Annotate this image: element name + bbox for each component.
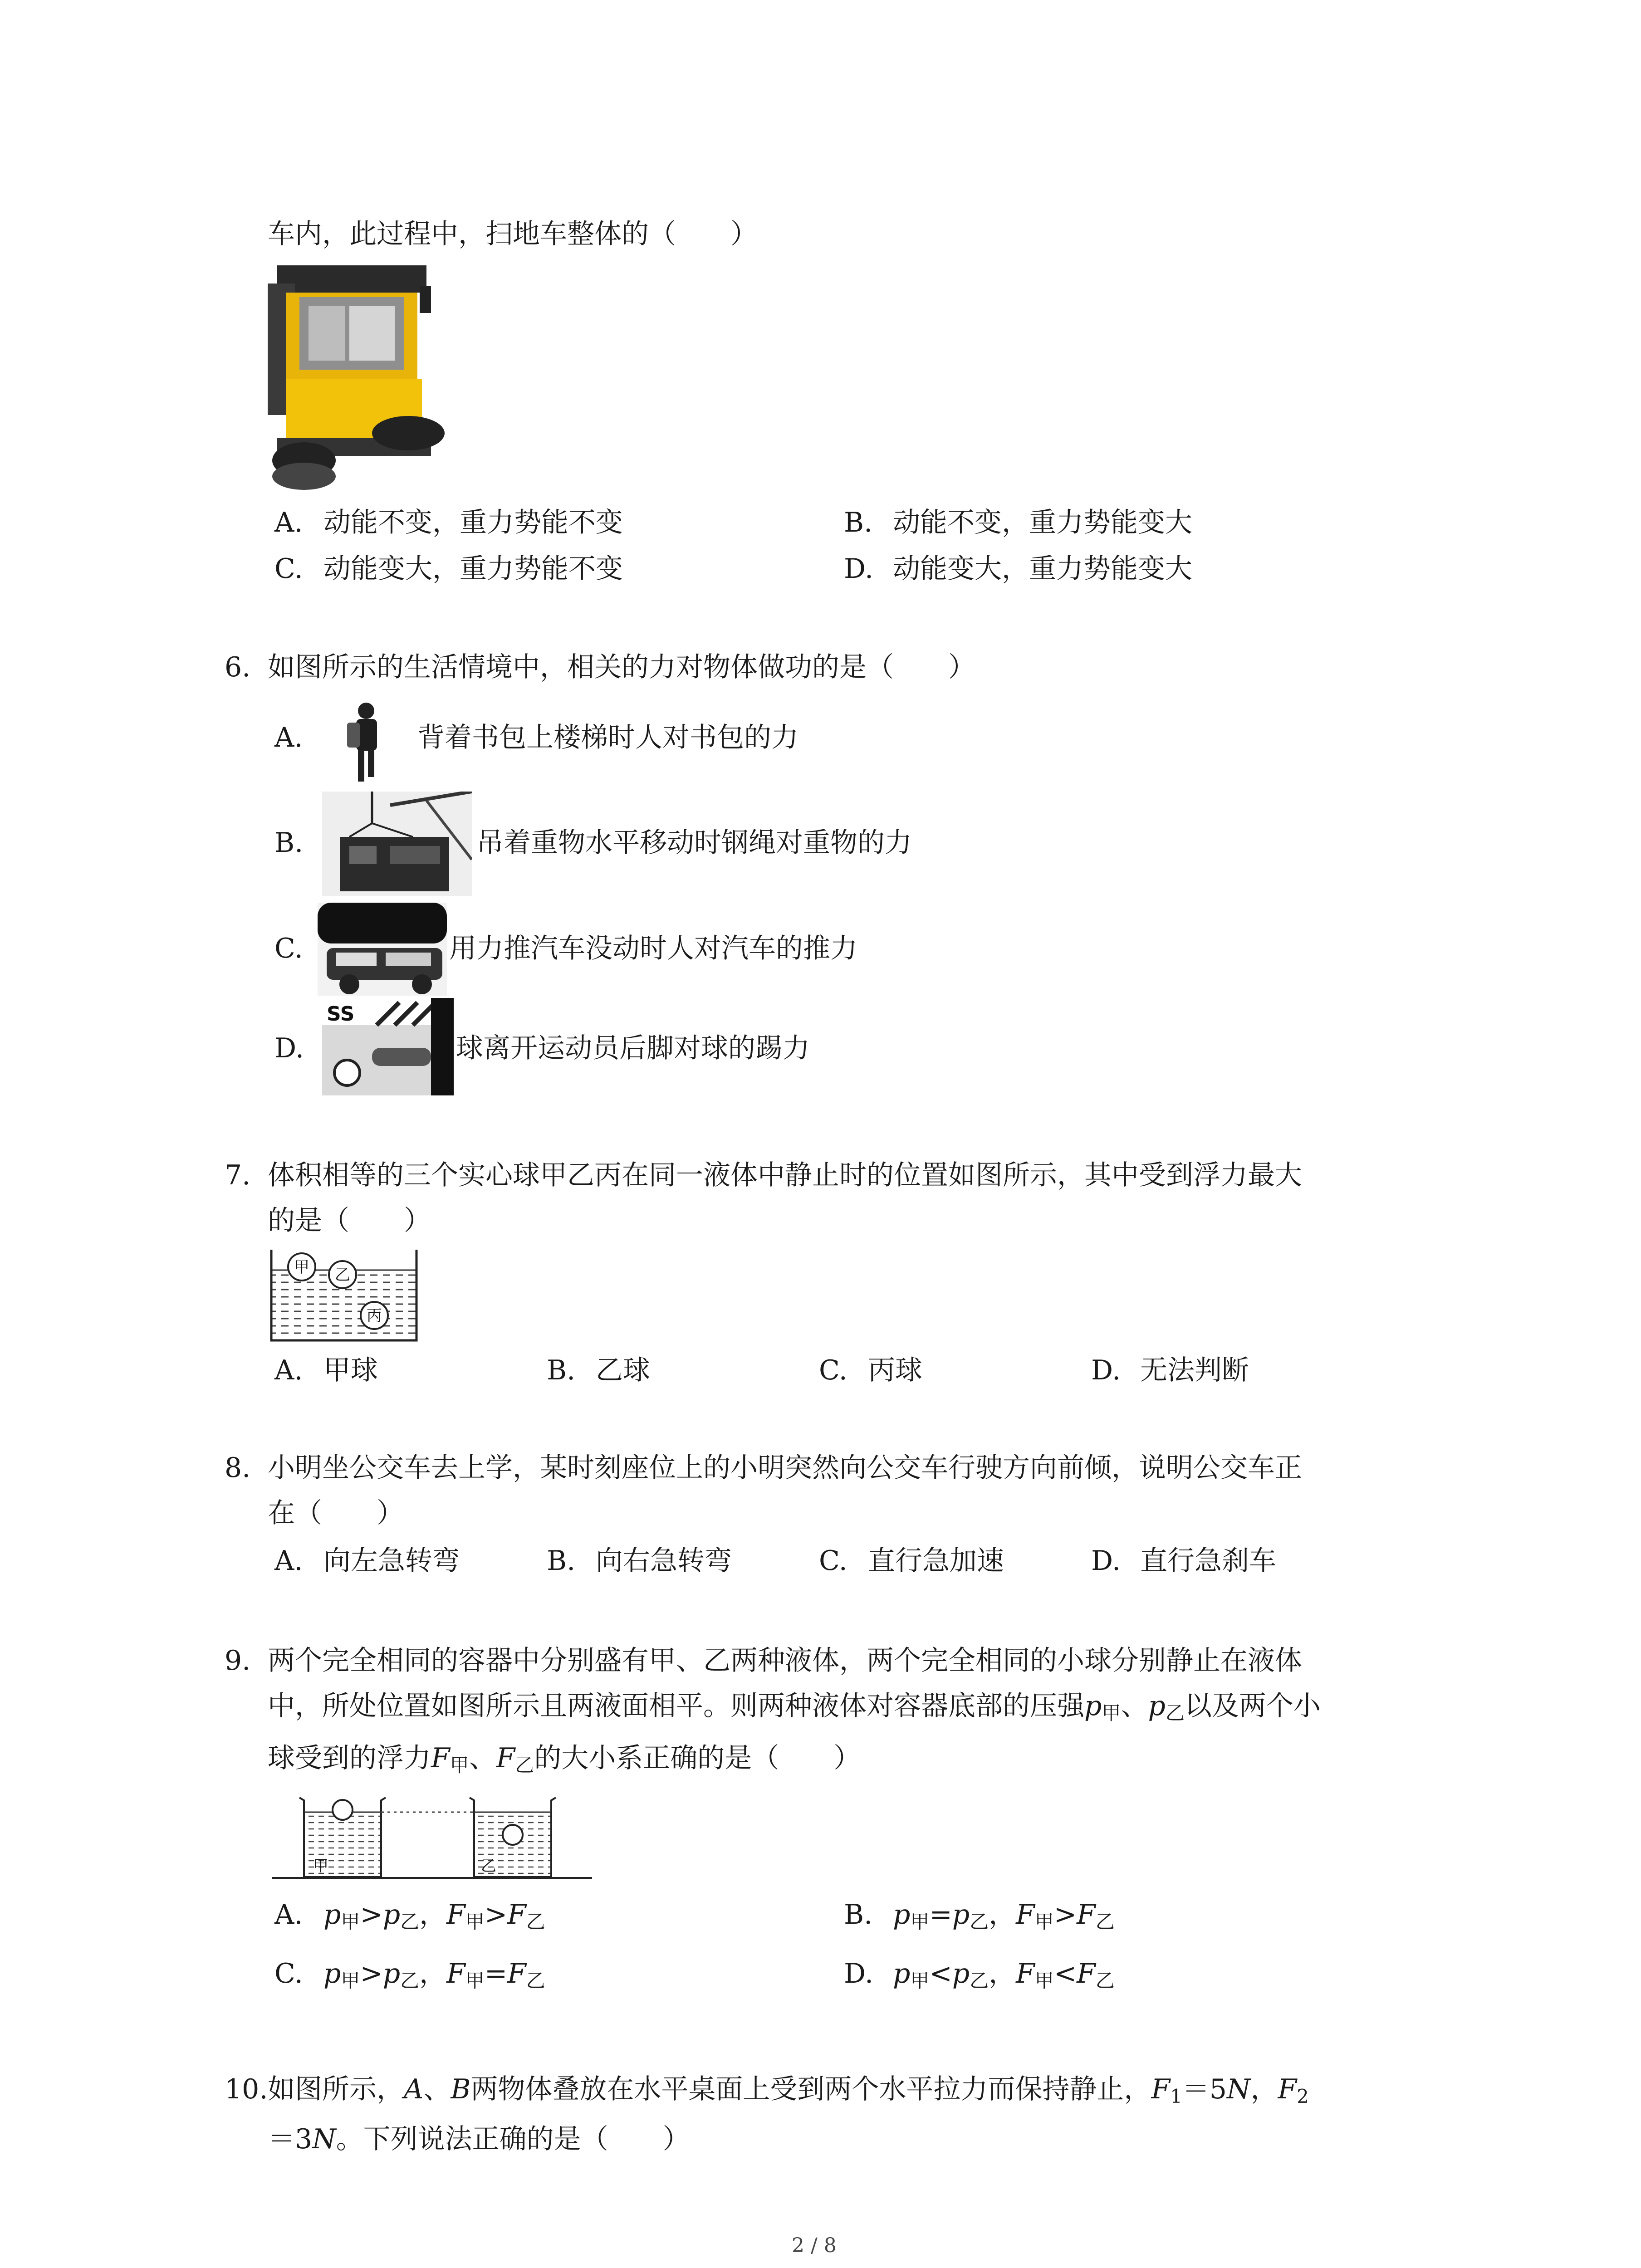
option-letter: C. (274, 553, 303, 585)
symbol-F: F (446, 1958, 465, 1989)
q9-option-c[interactable] (274, 1957, 545, 1997)
relation: > (1053, 1899, 1077, 1931)
q8-stem-line1 (225, 1452, 1302, 1484)
q6-option-c-text: 用力推汽车没动时人对汽车的推力 (449, 933, 857, 964)
option-letter: D. (1091, 1354, 1121, 1386)
relation: > (360, 1958, 383, 1989)
comma: ， (1250, 2073, 1278, 2105)
symbol-F: F (1077, 1899, 1096, 1931)
push-car-image (318, 903, 447, 996)
question-text: 体积相等的三个实心球甲乙丙在同一液体中静止时的位置如图所示，其中受到浮力最大 (268, 1159, 1302, 1191)
comma: ， (989, 1958, 1016, 1989)
q6-option-d[interactable] (274, 1032, 304, 1065)
question-number: 10. (225, 2073, 268, 2105)
option-text: 无法判断 (1140, 1354, 1249, 1386)
q5-stem-line: 车内，此过程中，扫地车整体的（ ） (268, 218, 758, 250)
page-number: 2 / 8 (792, 2234, 837, 2257)
comma: ， (989, 1899, 1016, 1931)
q6-option-d-text: 球离开运动员后脚对球的踢力 (456, 1032, 810, 1064)
q7-stem-line1 (225, 1159, 1302, 1192)
q6-option-a-text: 背着书包上楼梯时人对书包的力 (417, 722, 798, 753)
q6-option-a[interactable] (274, 721, 303, 754)
q5-option-b[interactable] (844, 506, 1192, 539)
sweeper-vehicle-image (268, 265, 454, 494)
backpack-stairs-image (338, 701, 392, 787)
option-text: 甲球 (323, 1354, 378, 1386)
option-text: 动能变大，重力势能不变 (323, 553, 623, 585)
option-text: 直行急刹车 (1140, 1545, 1276, 1577)
q8-option-b[interactable] (547, 1545, 732, 1577)
beaker-label-jia: 甲 (313, 1857, 328, 1875)
option-text: 乙球 (596, 1354, 650, 1386)
relation: < (1053, 1958, 1077, 1989)
symbol-F: F (1077, 1958, 1096, 1989)
option-letter: D. (844, 1958, 874, 1989)
subscript-yi: 乙 (400, 1970, 420, 1992)
q9-stem-line2 (268, 1690, 1321, 1730)
option-letter: A. (274, 1354, 303, 1386)
symbol-F: F (496, 1742, 515, 1774)
ball-label-jia: 甲 (294, 1258, 309, 1276)
text-seg: 中，所处位置如图所示且两液面相平。则两种液体对容器底部的压强 (268, 1690, 1084, 1722)
symbol-F: F (507, 1899, 526, 1931)
symbol-F: F (507, 1958, 526, 1989)
subscript-jia: 甲 (341, 1911, 360, 1933)
symbol-F: F (1016, 1958, 1035, 1989)
subscript-yi: 乙 (970, 1911, 989, 1933)
symbol-p: p (893, 1899, 911, 1931)
q5-option-c[interactable] (274, 552, 623, 585)
q5-option-a[interactable] (274, 506, 623, 539)
option-letter: D. (844, 553, 874, 585)
subscript-jia: 甲 (1034, 1970, 1054, 1992)
subscript-yi: 乙 (526, 1970, 545, 1992)
subscript-yi: 乙 (400, 1911, 420, 1933)
q7-option-b[interactable] (547, 1354, 650, 1387)
option-text: 向右急转弯 (596, 1545, 732, 1577)
relation: = (929, 1899, 952, 1931)
option-letter: B. (274, 827, 304, 859)
subscript-jia: 甲 (450, 1754, 469, 1776)
option-text: 直行急加速 (868, 1545, 1004, 1577)
three-balls-liquid-figure (268, 1250, 422, 1345)
unit-N: N (1227, 2073, 1251, 2105)
q9-stem-line1 (225, 1644, 1302, 1677)
subscript-yi: 乙 (1095, 1911, 1115, 1933)
question-number: 7. (225, 1159, 251, 1191)
text-seg: 、 (423, 2073, 451, 2105)
subscript-jia: 甲 (341, 1970, 360, 1992)
symbol-B: B (451, 2073, 471, 2105)
subscript-jia: 甲 (465, 1970, 485, 1992)
option-text: 动能不变，重力势能不变 (323, 507, 623, 538)
option-text: 动能不变，重力势能变大 (893, 507, 1192, 538)
option-letter: C. (274, 933, 303, 964)
q9-option-d[interactable] (844, 1957, 1115, 1997)
symbol-F2: F (1278, 2073, 1297, 2105)
option-letter: B. (547, 1354, 576, 1386)
subscript-jia: 甲 (910, 1911, 930, 1933)
relation: > (360, 1899, 383, 1931)
ball-label-bing: 丙 (367, 1307, 382, 1325)
comma: ， (419, 1899, 447, 1931)
ball-label-yi: 乙 (335, 1266, 350, 1284)
q6-option-b-text: 吊着重物水平移动时钢绳对重物的力 (476, 827, 912, 859)
q6-option-b[interactable] (274, 826, 303, 859)
value-f1: ＝5 (1182, 2073, 1227, 2105)
q5-option-d[interactable] (844, 552, 1192, 585)
symbol-p: p (1084, 1690, 1102, 1722)
subscript-1: 1 (1170, 2085, 1182, 2107)
symbol-A: A (404, 2073, 424, 2105)
q7-option-a[interactable] (274, 1354, 378, 1387)
q6-option-c[interactable] (274, 932, 303, 965)
symbol-p: p (952, 1958, 970, 1989)
option-letter: B. (844, 507, 873, 538)
q7-option-c[interactable] (819, 1354, 922, 1387)
q10-stem-line2 (268, 2123, 690, 2156)
question-number: 8. (225, 1452, 251, 1484)
option-letter: C. (274, 1958, 303, 1989)
option-letter: D. (1091, 1545, 1121, 1577)
text-seg: 、 (469, 1742, 496, 1774)
svg-text:SS: SS (327, 1002, 355, 1026)
option-text: 动能变大，重力势能变大 (893, 553, 1192, 585)
two-beakers-figure (268, 1794, 594, 1885)
value-f2: ＝3 (268, 2123, 313, 2155)
option-letter: B. (547, 1545, 576, 1577)
question-text: 如图所示的生活情境中，相关的力对物体做功的是（ ） (268, 651, 975, 683)
q8-option-a[interactable] (274, 1545, 460, 1577)
relation: < (929, 1958, 952, 1989)
q9-option-a[interactable] (274, 1898, 545, 1938)
q8-option-d[interactable] (1091, 1545, 1276, 1577)
question-number: 6. (225, 651, 251, 683)
subscript-yi: 乙 (1095, 1970, 1115, 1992)
option-letter: B. (844, 1899, 873, 1931)
option-letter: C. (819, 1545, 847, 1577)
text-seg: 两物体叠放在水平桌面上受到两个水平拉力而保持静止， (470, 2073, 1151, 2105)
question-text: 两个完全相同的容器中分别盛有甲、乙两种液体，两个完全相同的小球分别静止在液体 (268, 1645, 1302, 1677)
q10-stem-line1 (225, 2073, 1309, 2113)
subscript-jia: 甲 (1102, 1702, 1121, 1724)
symbol-p: p (382, 1899, 401, 1931)
symbol-F: F (431, 1742, 450, 1774)
beaker-label-yi: 乙 (481, 1857, 496, 1875)
crane-lifting-image (322, 792, 472, 896)
option-letter: D. (274, 1032, 304, 1064)
q7-option-d[interactable] (1091, 1354, 1249, 1387)
q9-stem-line3 (268, 1742, 861, 1782)
symbol-F: F (1016, 1899, 1035, 1931)
symbol-p: p (323, 1899, 341, 1931)
option-letter: A. (274, 722, 303, 753)
subscript-jia: 甲 (465, 1911, 485, 1933)
subscript-jia: 甲 (910, 1970, 930, 1992)
option-letter: A. (274, 507, 303, 538)
q7-stem-line2: 的是（ ） (268, 1205, 431, 1237)
text-seg: 。下列说法正确的是（ ） (336, 2123, 690, 2155)
symbol-p: p (1148, 1690, 1166, 1722)
symbol-p: p (952, 1899, 970, 1931)
q8-option-c[interactable] (819, 1545, 1004, 1577)
unit-N: N (312, 2123, 336, 2155)
text-seg: 如图所示， (268, 2073, 404, 2105)
relation: = (484, 1958, 508, 1989)
text-seg: 的大小系正确的是（ ） (534, 1742, 861, 1774)
subscript-yi: 乙 (1165, 1702, 1185, 1724)
subscript-2: 2 (1297, 2085, 1309, 2107)
text-seg: 、 (1121, 1690, 1148, 1722)
text-seg: 以及两个小 (1184, 1690, 1321, 1722)
symbol-F: F (446, 1899, 465, 1931)
subscript-yi: 乙 (515, 1754, 534, 1776)
q8-stem-line2: 在（ ） (268, 1497, 404, 1529)
symbol-p: p (382, 1958, 401, 1989)
question-number: 9. (225, 1645, 251, 1677)
text-seg: 球受到的浮力 (268, 1742, 431, 1774)
option-letter: A. (274, 1545, 303, 1577)
comma: ， (419, 1958, 447, 1989)
subscript-yi: 乙 (970, 1970, 989, 1992)
kick-ball-image (322, 998, 454, 1095)
relation: > (484, 1899, 508, 1931)
subscript-jia: 甲 (1034, 1911, 1054, 1933)
option-letter: C. (819, 1354, 847, 1386)
symbol-F1: F (1151, 2073, 1171, 2105)
question-text: 小明坐公交车去上学，某时刻座位上的小明突然向公交车行驶方向前倾，说明公交车正 (268, 1452, 1302, 1484)
subscript-yi: 乙 (526, 1911, 545, 1933)
symbol-p: p (323, 1958, 341, 1989)
q9-option-b[interactable] (844, 1898, 1115, 1938)
q6-stem (225, 651, 975, 684)
option-text: 丙球 (868, 1354, 922, 1386)
symbol-p: p (893, 1958, 911, 1989)
option-letter: A. (274, 1899, 303, 1931)
option-text: 向左急转弯 (323, 1545, 460, 1577)
